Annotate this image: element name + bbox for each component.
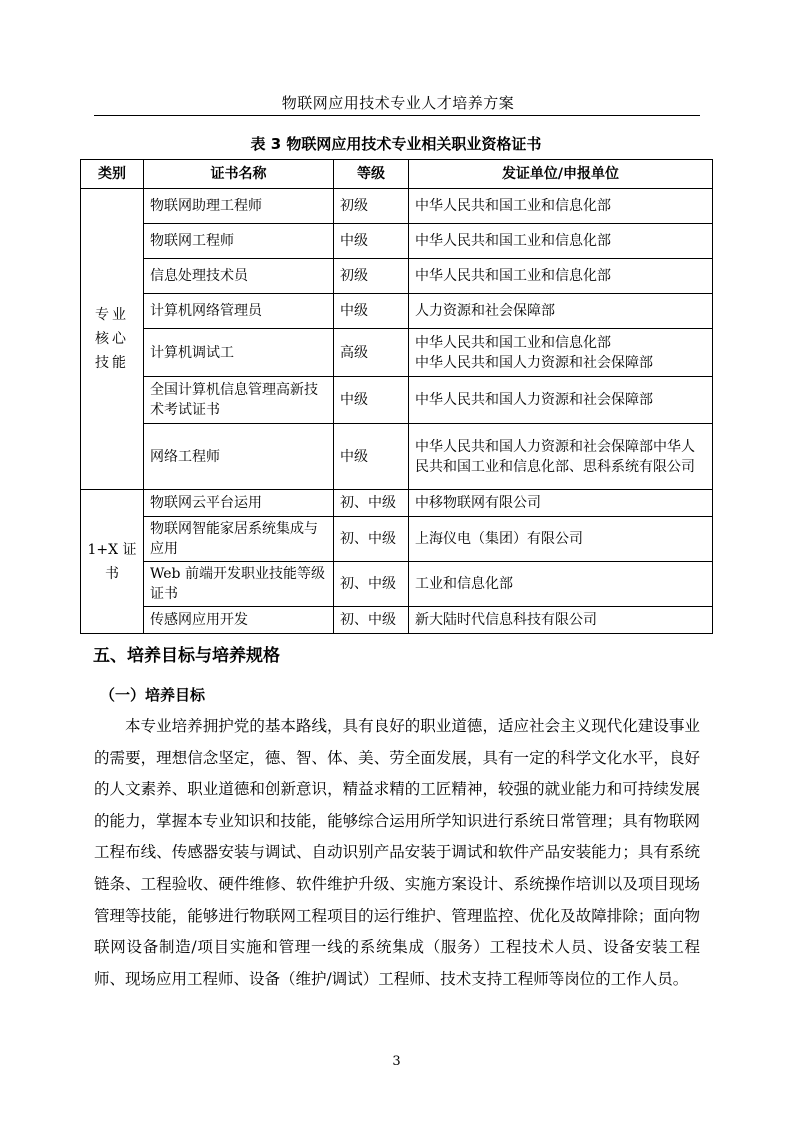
cert-name: 物联网助理工程师 — [144, 189, 334, 224]
cert-issuer: 中华人民共和国工业和信息化部 中华人民共和国人力资源和社会保障部 — [409, 329, 713, 377]
cert-level: 中级 — [334, 377, 409, 424]
cert-level: 初、中级 — [334, 517, 409, 562]
cert-level: 初、中级 — [334, 562, 409, 607]
cert-issuer: 工业和信息化部 — [409, 562, 713, 607]
category-cell — [81, 189, 144, 490]
table-row — [81, 224, 713, 259]
column-header-level: 等级 — [334, 160, 409, 189]
table-row — [81, 490, 713, 517]
column-header-issuer: 发证单位/申报单位 — [409, 160, 713, 189]
cert-level: 初级 — [334, 259, 409, 294]
running-header: 物联网应用技术专业人才培养方案 — [281, 94, 515, 112]
cert-level: 中级 — [334, 294, 409, 329]
cert-issuer: 中华人民共和国工业和信息化部 — [409, 259, 713, 294]
cert-issuer: 中华人民共和国工业和信息化部 — [409, 189, 713, 224]
cert-level: 初级 — [334, 189, 409, 224]
cert-level: 初、中级 — [334, 490, 409, 517]
table-row — [81, 424, 713, 490]
category-label: 1+X 证书 — [87, 541, 137, 582]
table-header-row — [81, 160, 713, 189]
cert-issuer: 上海仪电（集团）有限公司 — [409, 517, 713, 562]
cert-name: 信息处理技术员 — [144, 259, 334, 294]
cert-issuer: 中华人民共和国人力资源和社会保障部中华人民共和国工业和信息化部、思科系统有限公司 — [409, 424, 713, 490]
cert-name: 物联网工程师 — [144, 224, 334, 259]
section-heading: 五、培养目标与培养规格 — [93, 646, 280, 666]
column-header-name: 证书名称 — [144, 160, 334, 189]
table-row — [81, 377, 713, 424]
cert-issuer: 中移物联网有限公司 — [409, 490, 713, 517]
cert-name: 计算机调试工 — [144, 329, 334, 377]
header-rule — [94, 115, 700, 116]
cert-name: 传感网应用开发 — [144, 607, 334, 634]
table-title: 表 3 物联网应用技术专业相关职业资格证书 — [250, 135, 542, 153]
category-cell — [81, 490, 144, 634]
column-header-category: 类别 — [81, 160, 144, 189]
cert-issuer: 中华人民共和国工业和信息化部 — [409, 224, 713, 259]
cert-level: 初、中级 — [334, 607, 409, 634]
cert-level: 中级 — [334, 224, 409, 259]
table-row — [81, 607, 713, 634]
cert-issuer: 新大陆时代信息科技有限公司 — [409, 607, 713, 634]
training-goal-paragraph: 本专业培养拥护党的基本路线，具有良好的职业道德，适应社会主义现代化建设事业的需要，理想信念坚定，德、智、体、美、劳全面发展，具有一定的科学文化水平，良好的人文素养、职业道德和创新意识，精益求精的工匠精神，较强的就业能力和可持续发展的能力，掌握本专业知识和技能，能够综合运用所学知识进行系统日常管理；具有物联网工程布线、传感器安装与调试、自动识别产品安装于调试和软件产品安装能力；具有系统链条、工程验收、硬件维修、软件维护升级、实施方案设计、系统操作培训以及项目现场管理等技能，能够进行物联网工程项目的运行维护、管理监控、优化及故障排除；面向物联网设备制造/项目实施和管理一线的系统集成（服务）工程技术人员、设备安装工程师、现场应用工程师、设备（维护/调试）工程师、技术支持工程师等岗位的工作人员。 — [94, 717, 700, 988]
page-number: 3 — [392, 1054, 401, 1069]
cert-level: 中级 — [334, 424, 409, 490]
table-row — [81, 329, 713, 377]
cert-name: 网络工程师 — [144, 424, 334, 490]
cert-name: 物联网智能家居系统集成与应用 — [144, 517, 334, 562]
certificate-table — [80, 159, 713, 634]
category-label: 专业核心技能 — [95, 307, 129, 371]
subsection-heading: （一）培养目标 — [100, 686, 206, 704]
cert-name: Web 前端开发职业技能等级证书 — [144, 562, 334, 607]
cert-name: 全国计算机信息管理高新技术考试证书 — [144, 377, 334, 424]
cert-name: 物联网云平台运用 — [144, 490, 334, 517]
cert-level: 高级 — [334, 329, 409, 377]
table-row — [81, 259, 713, 294]
cert-issuer: 中华人民共和国人力资源和社会保障部 — [409, 377, 713, 424]
table-row — [81, 294, 713, 329]
table-row — [81, 189, 713, 224]
table-row — [81, 562, 713, 607]
cert-name: 计算机网络管理员 — [144, 294, 334, 329]
table-row — [81, 517, 713, 562]
cert-issuer: 人力资源和社会保障部 — [409, 294, 713, 329]
